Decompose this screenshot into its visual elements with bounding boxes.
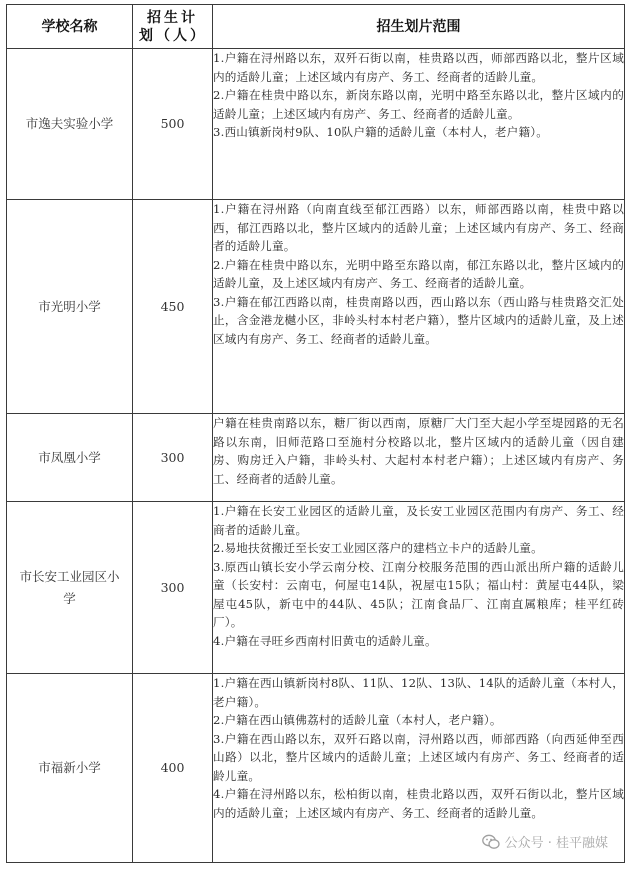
enrollment-plan: 300 [133, 502, 213, 674]
table-row [7, 414, 625, 502]
scope-paragraph: 3.原西山镇长安小学云南分校、江南分校服务范围的西山派出所户籍的适龄儿童（长安村：云南屯，何屋屯14队，祝屋屯15队；福山村：黄屋屯44队，梁屋屯45队，新屯中的44队、45队；江南食品厂、江南直属粮库；桂平红砖厂）。 [213, 559, 624, 629]
scope-paragraph: 2.户籍在桂贵中路以东，光明中路至东路以南，郁江东路以北，整片区域内的适龄儿童，及上述区域内有房产、务工、经商者的适龄儿童。 [213, 257, 624, 290]
header-plan [133, 5, 213, 49]
table-header-row [7, 5, 625, 49]
scope-paragraph: 1.户籍在浔州路以东，双歼石街以南，桂贵路以西，师部西路以北，整片区域内的适龄儿童；上述区域内有房产、务工、经商者的适龄儿童。 [213, 51, 624, 84]
school-name: 市光明小学 [38, 298, 101, 314]
enrollment-plan: 300 [133, 414, 213, 502]
school-name-cell [7, 674, 133, 863]
scope-paragraph: 3.户籍在西山路以东，双歼石路以南，浔州路以西，师部西路（向西延伸至西山路）以北，整片区域内的适龄儿童；上述区域内有房产、务工、经商者的适龄儿童。 [213, 731, 624, 783]
enrollment-table [6, 4, 625, 863]
scope-paragraph: 4.户籍在寻旺乡西南村旧黄屯的适龄儿童。 [213, 633, 437, 648]
table-row [7, 49, 625, 200]
enrollment-plan: 450 [133, 200, 213, 414]
school-name-cell [7, 414, 133, 502]
wechat-icon [482, 834, 500, 850]
scope-paragraph: 4.户籍在浔州路以东，松柏街以南，桂贵北路以西，双歼石街以北，整片区域内的适龄儿童；上述区域内有房产、务工、经商者的适龄儿童。 [213, 787, 624, 820]
enrollment-scope [213, 414, 625, 502]
scope-paragraph: 2.易地扶贫搬迁至长安工业园区落户的建档立卡户的适龄儿童。 [213, 541, 543, 555]
enrollment-scope [213, 49, 625, 200]
school-name-cell [7, 200, 133, 414]
enrollment-plan: 500 [133, 49, 213, 200]
table-row [7, 200, 625, 414]
scope-paragraph: 3.西山镇新岗村9队、10队户籍的适龄儿童（本村人，老户籍）。 [213, 125, 549, 139]
scope-paragraph: 2.户籍在西山镇佛荔村的适龄儿童（本村人，老户籍）。 [213, 713, 502, 727]
scope-paragraph: 1.户籍在浔州路（向南直线至郁江西路）以东，师部西路以南，桂贵中路以西，郁江西路以北，整片区域内的适龄儿童；上述区域内有房产、务工、经商者的适龄儿童。 [213, 202, 624, 253]
school-name-cell [7, 502, 133, 674]
school-name: 市凤凰小学 [38, 449, 101, 465]
scope-paragraph: 1.户籍在西山镇新岗村8队、11队、12队、13队、14队的适龄儿童（本村人，老户籍）。 [213, 676, 624, 709]
table-row [7, 502, 625, 674]
enrollment-scope [213, 200, 625, 414]
watermark [482, 832, 608, 851]
scope-paragraph: 2.户籍在桂贵中路以东，新岗东路以南，光明中路至东路以北，整片区域内的适龄儿童；上述区域内有房产、务工、经商者的适龄儿童。 [213, 88, 624, 121]
scope-paragraph: 3.户籍在郁江西路以南，桂贵南路以西，西山路以东（西山路与桂贵路交汇处止，含金港龙樾小区，非岭头村本村老户籍），整片区域内的适龄儿童，及上述区域内有房产、务工、经商者的适龄儿童。 [213, 294, 624, 346]
scope-paragraph: 户籍在桂贵南路以东，糖厂街以西南，原糖厂大门至大起小学至堤园路的无名路以东南，旧师范路口至施村分校路以北，整片区域内的适龄儿童（因自建房、购房迁入户籍，非岭头村、大起村本村老户籍）；上述区域内有房产、务工、经商者的适龄儿童。 [213, 416, 624, 486]
watermark-text: 公众号 · 桂平融媒 [504, 836, 608, 851]
header-plan-text: 招生计划（人） [139, 9, 207, 44]
enrollment-scope [213, 502, 625, 674]
school-name-cell [7, 49, 133, 200]
table-body [7, 49, 625, 863]
header-scope: 招生划片范围 [213, 5, 625, 49]
enrollment-plan: 400 [133, 674, 213, 863]
header-school-name: 学校名称 [7, 5, 133, 49]
school-name: 市长安工业园区小学 [19, 568, 120, 606]
school-name: 市逸夫实验小学 [25, 116, 114, 131]
school-name: 市福新小学 [38, 760, 101, 775]
scope-paragraph: 1.户籍在长安工业园区的适龄儿童，及长安工业园区范围内有房产、务工、经商者的适龄儿童。 [213, 504, 624, 537]
